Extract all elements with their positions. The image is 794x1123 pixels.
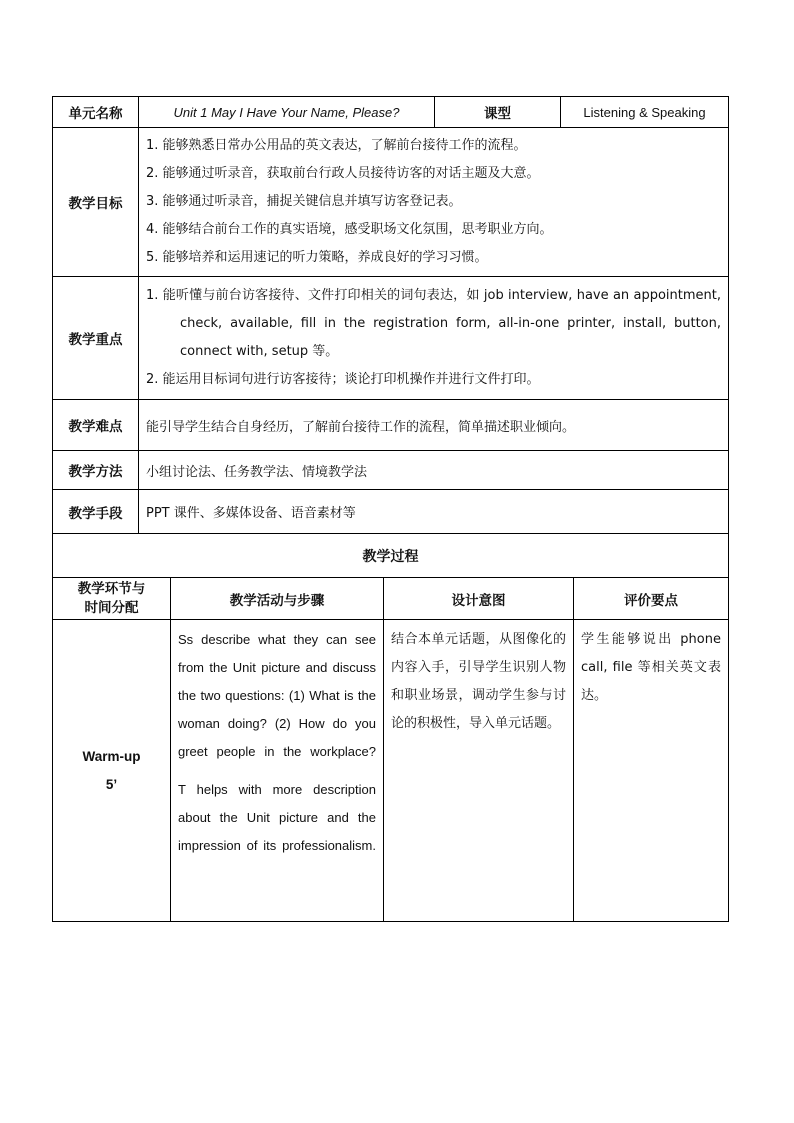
methods-row — [53, 451, 729, 490]
warmup-stage-cell — [53, 620, 171, 922]
process-table — [52, 577, 729, 922]
means-label: 教学手段 — [53, 490, 139, 534]
objectives-label: 教学目标 — [53, 128, 139, 277]
activity-cell — [171, 620, 384, 922]
objective-item: 1. 能够熟悉日常办公用品的英文表达，了解前台接待工作的流程。 — [146, 138, 527, 153]
objectives-row — [53, 128, 729, 277]
unit-name-value: Unit 1 May I Have Your Name, Please? — [139, 97, 435, 128]
process-title: 教学过程 — [53, 534, 729, 578]
activity-paragraph: Ss describe what they can see from the Unit picture and discuss the two questions: (1) What is the woman doing? (2) How do you greet people in the workplace? — [178, 632, 376, 759]
difficulties-label: 教学难点 — [53, 400, 139, 451]
activity-paragraph: T helps with more description about the Unit picture and the impression of its professionalism. — [178, 782, 376, 853]
methods-text: 小组讨论法、任务教学法、情境教学法 — [139, 451, 729, 490]
objective-item: 3. 能够通过听录音，捕捉关键信息并填写访客登记表。 — [146, 194, 462, 209]
evaluation-header: 评价要点 — [574, 578, 729, 620]
objective-item: 5. 能够培养和运用速记的听力策略，养成良好的学习习惯。 — [146, 250, 488, 265]
stage-name: Warm-up — [82, 748, 141, 764]
intent-cell — [384, 620, 574, 922]
stage-time-header — [53, 578, 171, 620]
intent-text: 结合本单元话题，从图像化的内容入手，引导学生识别人物和职业场景，调动学生参与讨论的积极性，导入单元话题。 — [391, 632, 566, 731]
evaluation-cell — [574, 620, 729, 922]
unit-row — [53, 97, 729, 128]
key-point-item: 2. 能运用目标词句进行访客接待；谈论打印机操作并进行文件打印。 — [146, 372, 540, 387]
means-row — [53, 490, 729, 534]
key-point-item: 1. 能听懂与前台访客接待、文件打印相关的词句表达，如 job interview, have an appointment, check, available, fill in the registration form, all-in-one printer, install, button, connect with, setup 等。 — [146, 288, 721, 359]
lesson-type-label: 课型 — [435, 97, 561, 128]
evaluation-text: 学生能够说出 phone call, file 等相关英文表达。 — [581, 632, 721, 703]
means-text: PPT 课件、多媒体设备、语音素材等 — [139, 490, 729, 534]
stage-time: 5’ — [105, 776, 118, 792]
warmup-row — [53, 620, 729, 922]
activity-header: 教学活动与步骤 — [171, 578, 384, 620]
methods-label: 教学方法 — [53, 451, 139, 490]
objective-item: 4. 能够结合前台工作的真实语境，感受职场文化氛围，思考职业方向。 — [146, 222, 553, 237]
time-header-line: 时间分配 — [84, 599, 139, 616]
intent-header: 设计意图 — [384, 578, 574, 620]
unit-name-label: 单元名称 — [53, 97, 139, 128]
lesson-info-table — [52, 96, 729, 578]
lesson-type-value: Listening & Speaking — [561, 97, 729, 128]
process-header-row — [53, 578, 729, 620]
difficulties-row — [53, 400, 729, 451]
key-points-content — [139, 277, 729, 400]
lesson-plan — [52, 96, 728, 922]
difficulties-text: 能引导学生结合自身经历，了解前台接待工作的流程，简单描述职业倾向。 — [139, 400, 729, 451]
key-points-row — [53, 277, 729, 400]
objectives-list — [146, 132, 721, 272]
key-points-label: 教学重点 — [53, 277, 139, 400]
objectives-content — [139, 128, 729, 277]
stage-header-line: 教学环节与 — [77, 580, 146, 597]
objective-item: 2. 能够通过听录音，获取前台行政人员接待访客的对话主题及大意。 — [146, 166, 540, 181]
process-title-row — [53, 534, 729, 578]
